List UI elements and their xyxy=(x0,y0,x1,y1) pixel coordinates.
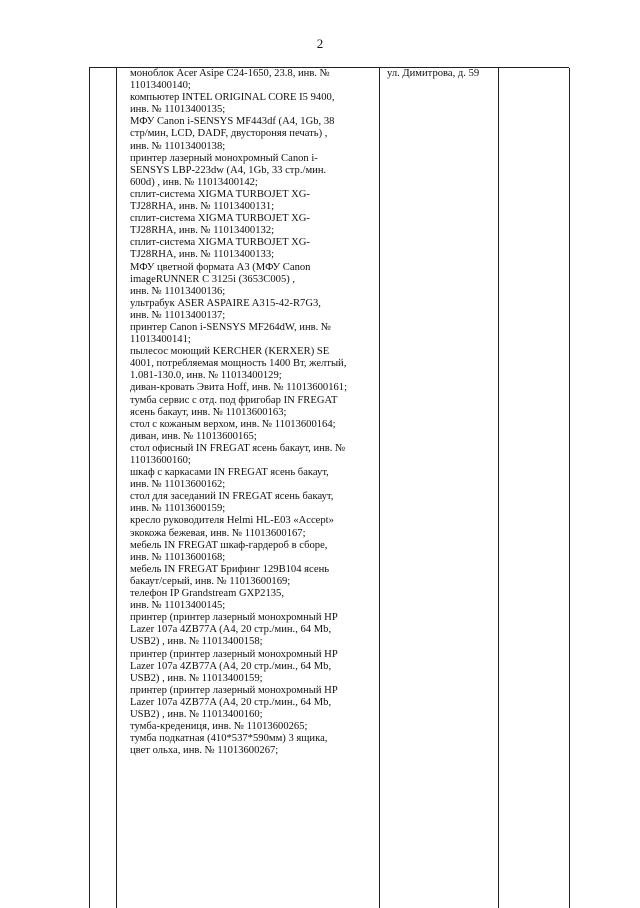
property-item-line: принтер (принтер лазерный монохромный HP xyxy=(130,648,338,660)
property-item-line: USB2) , инв. № 11013400160; xyxy=(130,708,263,720)
property-item-line: диван, инв. № 11013600165; xyxy=(130,430,257,442)
property-item-line: МФУ цветной формата А3 (МФУ Canon xyxy=(130,261,311,273)
property-item-line: МФУ Canon i-SENSYS MF443df (A4, 1Gb, 38 xyxy=(130,116,335,128)
property-item-line: инв. № 11013400135; xyxy=(130,104,226,116)
property-item-line: сплит-система XIGMA TURBOJET XG- xyxy=(130,237,310,249)
property-item-line: стол офисный IN FREGAT ясень бакаут, инв. № xyxy=(130,442,346,454)
property-item-line: телефон IP Grandstream GXP2135, xyxy=(130,588,284,600)
property-item-line: шкаф с каркасами IN FREGAT ясень бакаут, xyxy=(130,467,329,479)
property-item-line: пылесос моющий KERCHER (KERXER) SE xyxy=(130,346,330,358)
property-item-line: компьютер INTEL ORIGINAL CORE I5 9400, xyxy=(130,92,335,104)
address-cell: ул. Димитрова, д. 59 xyxy=(387,68,480,79)
property-item-line: инв. № 11013400145; xyxy=(130,600,226,612)
property-item-line: экокожа бежевая, инв. № 11013600167; xyxy=(130,527,306,539)
property-item-line: тумба сервис с отд. под фригобар IN FREGAT xyxy=(130,394,338,406)
property-list-cell xyxy=(130,68,379,757)
property-item-line: мебель IN FREGAT Брифинг 129В104 ясень xyxy=(130,563,330,575)
property-item-line: инв. № 11013600159; xyxy=(130,503,226,515)
property-item-line: сплит-система XIGMA TURBOJET XG- xyxy=(130,188,310,200)
property-item-line: ясень бакаут, инв. № 11013600163; xyxy=(130,406,287,418)
property-item-line: USB2) , инв. № 11013400159; xyxy=(130,672,263,684)
property-item-line: TJ28RHA, инв. № 11013400132; xyxy=(130,225,275,237)
property-item-line: тумба-кредениця, инв. № 11013600265; xyxy=(130,721,308,733)
property-item-line: принтер лазерный монохромный Canon i- xyxy=(130,152,318,164)
property-item-line: 600d) , инв. № 11013400142; xyxy=(130,176,258,188)
property-item-line: 4001, потребляемая мощность 1400 Вт, желтый, xyxy=(130,358,347,370)
table-border-left xyxy=(89,68,90,908)
property-item-line: инв. № 11013400138; xyxy=(130,140,226,152)
property-item-line: SENSYS LBP-223dw (A4, 1Gb, 33 стр./мин. xyxy=(130,164,327,176)
property-item-line: моноблок Acer Asipe C24-1650, 23.8, инв. № xyxy=(130,68,330,79)
property-item-line: бакаут/серый, инв. № 11013600169; xyxy=(130,575,291,587)
property-item-line: imageRUNNER C 3125i (3653C005) , xyxy=(130,273,296,285)
property-item-line: диван-кровать Эвита Hoff, инв. № 11013600161; xyxy=(130,382,348,394)
property-item-line: Lazer 107a 4ZB77A (A4, 20 стр./мин., 64 Mb, xyxy=(130,660,332,672)
property-table xyxy=(89,67,569,908)
property-item-line: принтер (принтер лазерный монохромный HP xyxy=(130,612,338,624)
table-border-right xyxy=(569,68,570,908)
column-divider-1 xyxy=(116,68,117,908)
property-item-line: 11013400141; xyxy=(130,334,191,346)
property-item-line: 11013400140; xyxy=(130,80,191,92)
property-item-line: TJ28RHA, инв. № 11013400131; xyxy=(130,201,275,213)
column-divider-2 xyxy=(379,68,380,908)
property-item-line: инв. № 11013600168; xyxy=(130,551,226,563)
property-item-line: кресло руководителя Helmi HL-E03 «Accept» xyxy=(130,515,334,527)
column-divider-3 xyxy=(498,68,499,908)
property-item-line: 1.081-130.0, инв. № 11013400129; xyxy=(130,370,282,382)
property-item-line: стр/мин, LCD, DADF, двустороняя печать) , xyxy=(130,128,328,140)
property-item-line: 11013600160; xyxy=(130,455,191,466)
property-item-line: Lazer 107a 4ZB77A (A4, 20 стр./мин., 64 Mb, xyxy=(130,624,332,636)
property-item-line: сплит-система XIGMA TURBOJET XG- xyxy=(130,213,310,225)
property-item-line: Lazer 107a 4ZB77A (A4, 20 стр./мин., 64 Mb, xyxy=(130,696,332,708)
property-item-line: инв. № 11013600162; xyxy=(130,479,226,491)
property-item-line: мебель IN FREGAT шкаф-гардероб в сборе, xyxy=(130,539,328,551)
property-item-line: инв. № 11013400136; xyxy=(130,285,226,297)
property-item-line: TJ28RHA, инв. № 11013400133; xyxy=(130,249,275,261)
property-item-line: тумба подкатная (410*537*590мм) 3 ящика, xyxy=(130,733,328,745)
property-item-line: стол для заседаний IN FREGAT ясень бакаут, xyxy=(130,491,334,503)
page-number: 2 xyxy=(316,36,324,51)
property-item-line: ультрабук ASER ASPAIRE A315-42-R7G3, xyxy=(130,297,321,309)
property-item-line: принтер (принтер лазерный монохромный HP xyxy=(130,684,338,696)
property-item-line: инв. № 11013400137; xyxy=(130,309,226,321)
property-item-line: принтер Canon i-SENSYS MF264dW, инв. № xyxy=(130,321,332,333)
property-item-line: стол с кожаным верхом, инв. № 11013600164; xyxy=(130,418,336,430)
property-item-line: USB2) , инв. № 11013400158; xyxy=(130,636,263,648)
property-item-line: цвет ольха, инв. № 11013600267; xyxy=(130,745,279,757)
